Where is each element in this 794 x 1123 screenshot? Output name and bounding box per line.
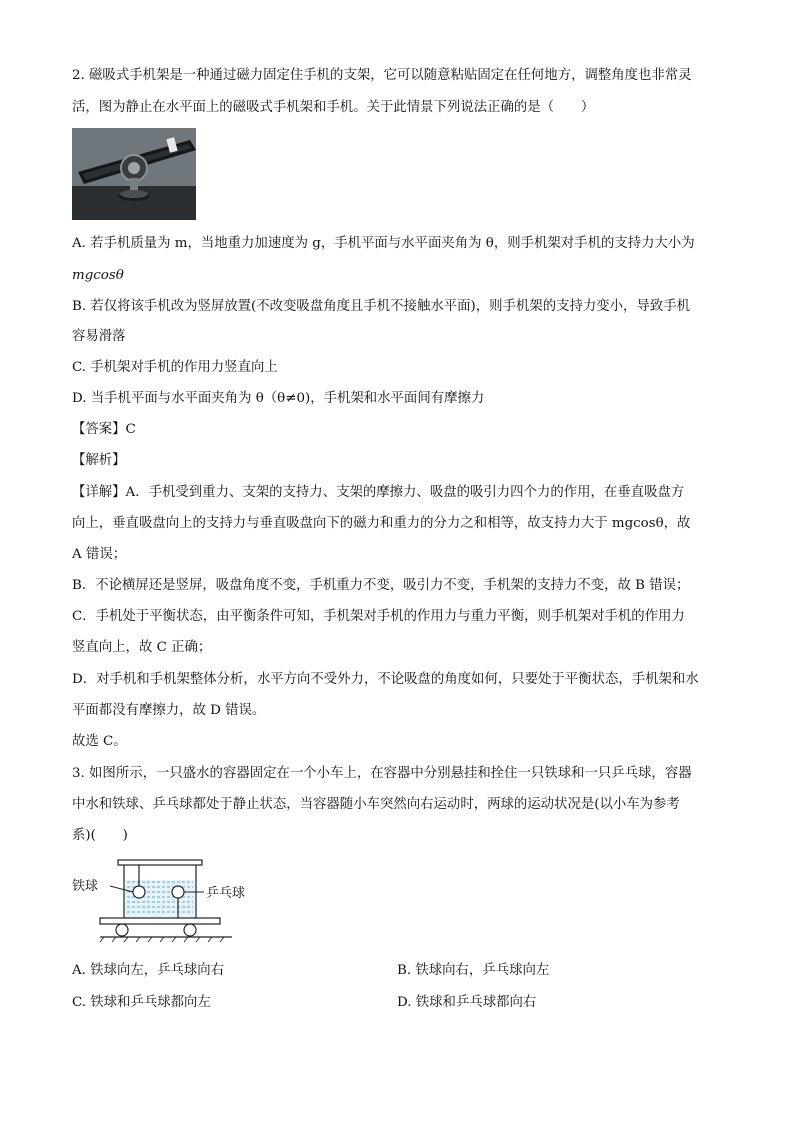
q3-option-a: A. 铁球向左，乒乓球向右 xyxy=(72,963,225,978)
q2-stem-line2: 活，图为静止在水平面上的磁吸式手机架和手机。关于此情景下列说法正确的是（ ） xyxy=(72,100,595,115)
q2-detail-line1: 【详解】A．手机受到重力、支架的支持力、支架的摩擦力、吸盘的吸引力四个力的作用，在垂直吸盘方 xyxy=(72,485,685,500)
q3-stem-line2: 中水和铁球、乒乓球都处于静止状态，当容器随小车突然向右运动时，两球的运动状况是(以小车为参考 xyxy=(72,797,680,812)
cart-diagram xyxy=(70,856,270,946)
container-lid xyxy=(118,860,202,865)
q2-option-c: C. 手机架对手机的作用力竖直向上 xyxy=(72,360,278,375)
cart-wheel-left xyxy=(116,924,128,936)
q2-option-b-line2: 容易滑落 xyxy=(72,329,126,344)
q2-detail-line2: 向上，垂直吸盘向上的支持力与垂直吸盘向下的磁力和重力的分力之和相等，故支持力大于 mgcosθ，故 xyxy=(72,516,691,531)
pingpong-ball-label: 乒乓球 xyxy=(206,886,246,901)
phone-holder-photo xyxy=(72,128,196,220)
q3-stem-line1: 3. 如图所示，一只盛水的容器固定在一个小车上，在容器中分别悬挂和拴住一只铁球和一只乒乓球，容器 xyxy=(72,766,692,781)
q2-answer: 【答案】C xyxy=(72,422,136,437)
phone-holder-illustration xyxy=(72,128,196,220)
q2-option-b-line1: B. 若仅将该手机改为竖屏放置(不改变吸盘角度且手机不接触水平面)，则手机架的支持力变小，导致手机 xyxy=(72,299,690,314)
cart-platform xyxy=(100,918,220,924)
q2-detail-line7: D．对手机和手机架整体分析，水平方向不受外力，不论吸盘的角度如何，只要处于平衡状态，手机架和水 xyxy=(72,672,699,687)
q2-detail-line3: A 错误； xyxy=(72,547,127,562)
cart-container-figure xyxy=(70,856,270,946)
q3-option-c: C. 铁球和乒乓球都向左 xyxy=(72,995,211,1010)
iron-ball xyxy=(133,886,145,898)
q3-stem-line3: 系)( ) xyxy=(72,828,128,843)
q2-option-d: D. 当手机平面与水平面夹角为 θ（θ≠0)，手机架和水平面间有摩擦力 xyxy=(72,391,485,406)
pingpong-ball xyxy=(172,886,184,898)
q2-option-a-line2: mgcosθ xyxy=(72,268,124,283)
q2-detail-line8: 平面都没有摩擦力，故 D 错误。 xyxy=(72,703,266,718)
q2-detail-line6: 竖直向上，故 C 正确； xyxy=(72,640,212,655)
q2-conclusion: 故选 C。 xyxy=(72,734,127,749)
iron-ball-label: 铁球 xyxy=(72,879,99,894)
ground-hatching xyxy=(100,937,224,942)
q2-detail-line4: B．不论横屏还是竖屏，吸盘角度不变，手机重力不变，吸引力不变，手机架的支持力不变，故 B 错误； xyxy=(72,578,690,593)
q3-option-d: D. 铁球和乒乓球都向右 xyxy=(397,995,537,1010)
q2-detail-line5: C．手机处于平衡状态，由平衡条件可知，手机架对手机的作用力与重力平衡，则手机架对手机的作用力 xyxy=(72,609,685,624)
q2-stem-line1: 2. 磁吸式手机架是一种通过磁力固定住手机的支架，它可以随意粘贴固定在任何地方，调整角度也非常灵 xyxy=(72,68,692,83)
q2-option-a-line1: A. 若手机质量为 m，当地重力加速度为 g，手机平面与水平面夹角为 θ，则手机架对手机的支持力大小为 xyxy=(72,236,695,251)
cart-wheel-right xyxy=(184,924,196,936)
q3-option-b: B. 铁球向右，乒乓球向左 xyxy=(397,963,550,978)
q2-analysis-heading: 【解析】 xyxy=(72,453,126,468)
